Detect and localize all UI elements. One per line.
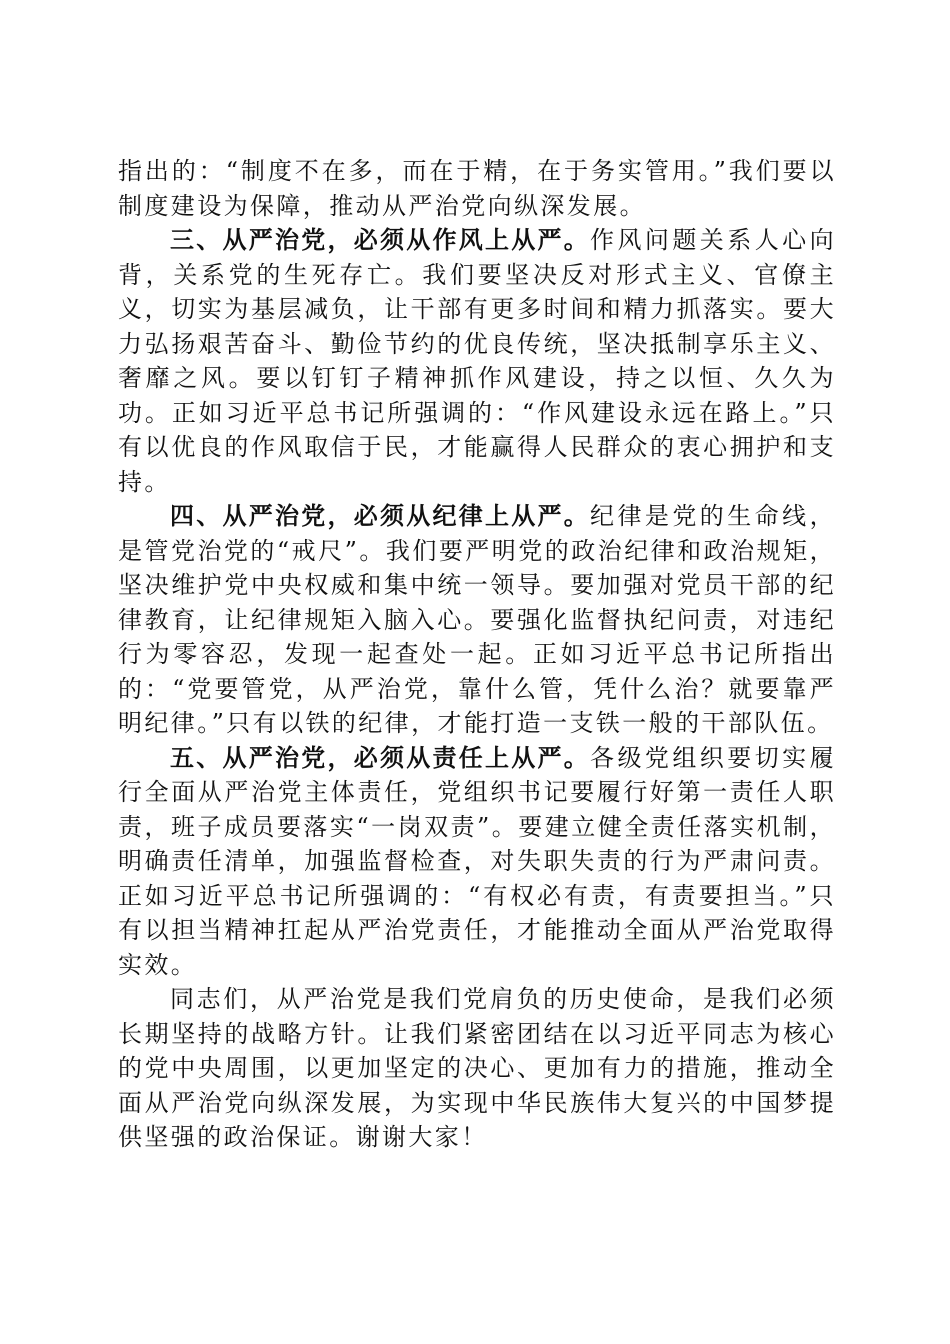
paragraph-text: 作风问题关系人心向背，关系党的生死存亡。我们要坚决反对形式主义、官僚主义，切实为基层减负，让干部有更多时间和精力抓落实。要大力弘扬艰苦奋斗、勤俭节约的优良传统，坚决抵制享乐主义、奢靡之风。要以钉钉子精神抓作风建设，持之以恒、久久为功。正如习近平总书记所强调的：“作风建设永远在路上。”只有以优良的作风取信于民，才能赢得人民群众的衷心拥护和支持。 [118, 226, 836, 496]
section-heading: 五、从严治党，必须从责任上从严。 [170, 743, 590, 772]
paragraph-text: 纪律是党的生命线，是管党治党的“戒尺”。我们要严明党的政治纪律和政治规矩，坚决维护党中央权威和集中统一领导。要加强对党员干部的纪律教育，让纪律规矩入脑入心。要强化监督执纪问责，对违纪行为零容忍，发现一起查处一起。正如习近平总书记所指出的：“党要管党，从严治党，靠什么管，凭什么治？就要靠严明纪律。”只有以铁的纪律，才能打造一支铁一般的干部队伍。 [118, 502, 836, 737]
paragraph-text: 指出的：“制度不在多，而在于精，在于务实管用。”我们要以制度建设为保障，推动从严治党向纵深发展。 [118, 157, 836, 220]
document-body [118, 154, 836, 1155]
paragraph-text: 各级党组织要切实履行全面从严治党主体责任，党组织书记要履行好第一责任人职责，班子成员要落实“一岗双责”。要建立健全责任落实机制，明确责任清单，加强监督检查，对失职失责的行为严肃问责。正如习近平总书记所强调的：“有权必有责，有责要担当。”只有以担当精神扛起从严治党责任，才能推动全面从严治党取得实效。 [118, 743, 836, 979]
section-heading: 三、从严治党，必须从作风上从严。 [170, 226, 590, 254]
paragraph-continuation [118, 154, 836, 223]
paragraph-text: 同志们，从严治党是我们党肩负的历史使命，是我们必须长期坚持的战略方针。让我们紧密团结在以习近平同志为核心的党中央周围，以更加坚定的决心、更加有力的措施，推动全面从严治党向纵深发展，为实现中华民族伟大复兴的中国梦提供坚强的政治保证。谢谢大家！ [118, 985, 836, 1151]
paragraph-section-four [118, 499, 836, 741]
paragraph-closing [118, 982, 836, 1155]
section-heading: 四、从严治党，必须从纪律上从严。 [170, 502, 590, 530]
paragraph-section-five [118, 741, 836, 983]
paragraph-section-three [118, 223, 836, 499]
